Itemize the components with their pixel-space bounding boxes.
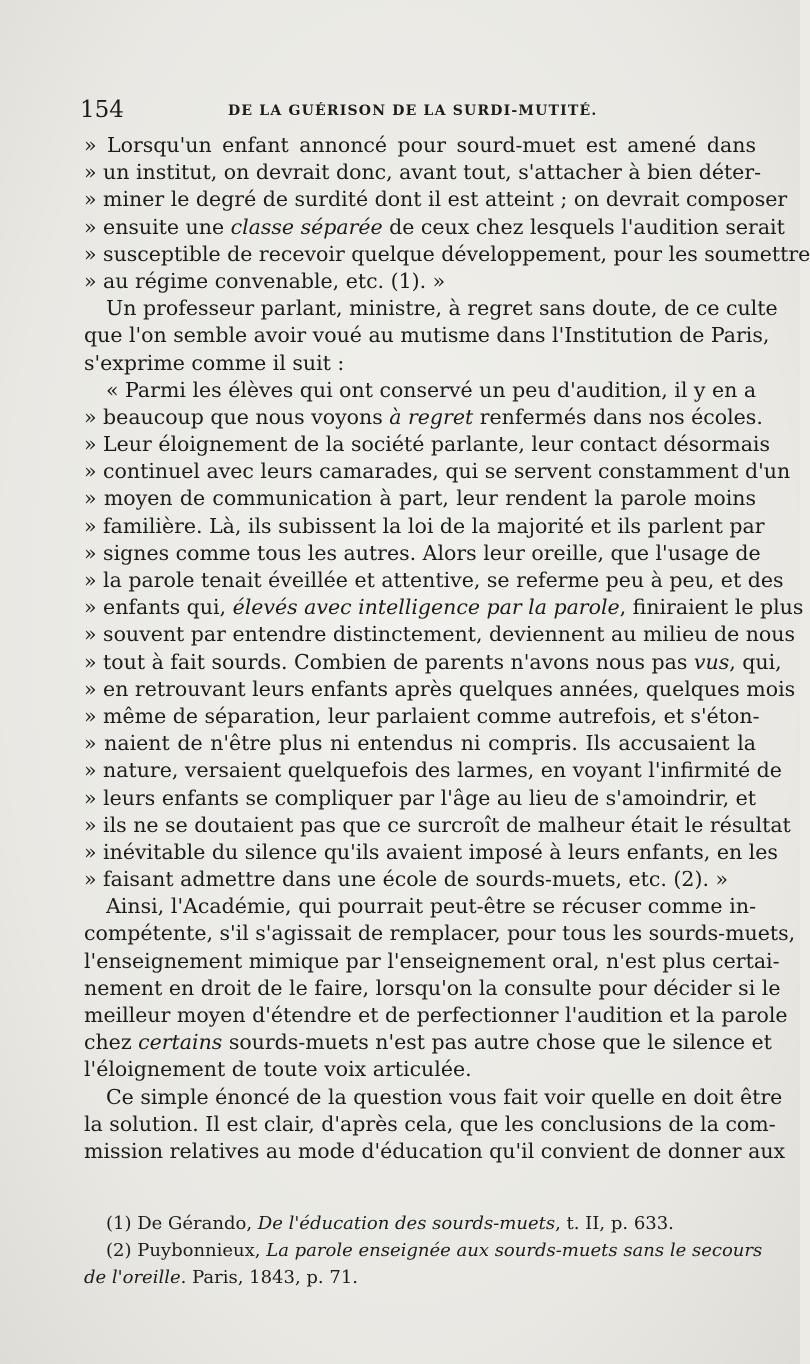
footnotes-line (84, 1264, 756, 1291)
body_lines-line (84, 567, 784, 594)
body_lines-line (84, 241, 810, 268)
text-run: » miner le degré de surdité dont il est atteint ; on devrait composer (84, 187, 788, 212)
text-run: meilleur moyen d'étendre et de perfectionner l'audition et la parole (84, 1003, 788, 1027)
text-run: » nature, versaient quelquefois des larmes, en voyant l'infirmité de (84, 758, 782, 783)
text-run: que l'on semble avoir voué au mutisme dans l'Institution de Paris, (84, 323, 770, 348)
text-run: » Lorsqu'un enfant annoncé pour sourd-muet est amené dans (84, 133, 756, 157)
text-run: » continuel avec leurs camarades, qui se servent constamment d'un (84, 459, 791, 484)
text-run: » même de séparation, leur parlaient comme autrefois, et s'éton- (84, 703, 760, 728)
body_lines-line (84, 268, 756, 295)
italic-text: de l'oreille (84, 1267, 181, 1288)
text-run: » beaucoup que nous voyons (84, 404, 390, 429)
text-run: Un professeur parlant, ministre, à regret sans doute, de ce culte (106, 296, 778, 321)
text-run: s'exprime comme il suit : (84, 350, 345, 375)
body_lines-line (84, 214, 785, 241)
text-run: » Leur éloignement de la société parlante, leur contact désormais (84, 432, 770, 457)
text-run: » signes comme tous les autres. Alors leur oreille, que l'usage de (84, 540, 761, 565)
text-run: » ensuite une (84, 214, 231, 239)
italic-text: vus (693, 649, 730, 674)
text-run: mission relatives au mode d'éducation qu'il convient de donner aux (84, 1138, 786, 1163)
body_lines-line (84, 377, 756, 404)
italic-text: classe séparée (230, 214, 383, 239)
body_lines-line (84, 159, 762, 186)
body_lines-line (84, 649, 782, 676)
body_lines-line (84, 458, 791, 485)
body_lines-line (84, 1138, 786, 1165)
body_lines-line (84, 350, 756, 377)
text-run: » souvent par entendre distinctement, deviennent au milieu de nous (84, 622, 795, 647)
body_lines-line (84, 920, 796, 947)
italic-text: élevés avec intelligence par la parole (232, 595, 620, 620)
body_lines-line (84, 948, 780, 975)
body_lines-line (84, 322, 770, 349)
text-run: » un institut, on devrait donc, avant tout, s'attacher à bien déter- (84, 160, 762, 185)
text-run: » enfants qui, (84, 595, 233, 620)
text-run: » faisant admettre dans une école de sourds-muets, etc. (2). » (84, 867, 729, 892)
body_lines-line (84, 1111, 776, 1138)
body_lines-line (84, 132, 756, 159)
text-run: . Paris, 1843, p. 71. (180, 1267, 358, 1288)
text-run: » inévitable du silence qu'ils avaient imposé à leurs enfants, en les (84, 839, 778, 864)
text-run: , t. II, p. 633. (555, 1213, 674, 1234)
text-run: sourds-muets n'est pas autre chose que le silence et (222, 1030, 772, 1055)
text-run: (1) De Gérando, (106, 1213, 258, 1234)
text-run: » leurs enfants se compliquer par l'âge au lieu de s'amoindrir, et (84, 785, 756, 810)
text-run: l'enseignement mimique par l'enseignement oral, n'est plus certai- (84, 948, 780, 973)
body_lines-line (84, 839, 778, 866)
text-run: » tout à fait sourds. Combien de parents n'avons nous pas (84, 649, 694, 674)
text-run: » susceptible de recevoir quelque développement, pour les soumettre (84, 241, 810, 266)
text-run: » naient de n'être plus ni entendus ni compris. Ils accusaient la (84, 731, 756, 756)
text-run: de ceux chez lesquels l'audition serait (382, 214, 785, 239)
body_lines-line (84, 1002, 788, 1029)
body_lines-line (84, 703, 760, 730)
body_lines-line (84, 1029, 772, 1056)
body_lines-line (84, 404, 763, 431)
text-run: « Parmi les élèves qui ont conservé un peu d'audition, il y en a (106, 377, 757, 402)
text-run: renfermés dans nos écoles. (473, 404, 763, 429)
text-run: , finiraient le plus (619, 595, 804, 620)
text-run: Ce simple énoncé de la question vous fait voir quelle en doit être (106, 1084, 783, 1109)
body_lines-line (84, 431, 770, 458)
text-run: » la parole tenait éveillée et attentive, se referme peu à peu, et des (84, 568, 784, 592)
text-run: nement en droit de le faire, lorsqu'on la consulte pour décider si le (84, 975, 781, 1000)
footnotes-line (84, 1237, 763, 1264)
text-run: l'éloignement de toute voix articulée. (84, 1057, 472, 1082)
footnotes (84, 1210, 763, 1291)
body_lines-line (84, 540, 761, 567)
body_lines-line (84, 1056, 756, 1083)
body_lines-line (84, 513, 765, 540)
body_lines-line (84, 730, 756, 757)
text-run: la solution. Il est clair, d'après cela, que les conclusions de la com- (84, 1111, 776, 1136)
body_lines-line (84, 295, 778, 322)
body_lines-line (84, 785, 756, 812)
body_lines-line (84, 893, 756, 920)
text-run: (2) Puybonnieux, (106, 1240, 267, 1261)
text-run: , qui, (729, 649, 782, 674)
page-number: 154 (80, 97, 124, 123)
text-run: Ainsi, l'Académie, qui pourrait peut-être se récuser comme in- (106, 894, 756, 919)
body_lines-line (84, 621, 795, 648)
italic-text: La parole enseignée aux sourds-muets sans le secours (266, 1240, 763, 1261)
body-text (84, 132, 810, 1165)
italic-text: à regret (389, 404, 474, 429)
body_lines-line (84, 485, 756, 512)
text-run: » au régime convenable, etc. (1). » (84, 268, 446, 293)
running-title: DE LA GUÉRISON DE LA SURDI-MUTITÉ. (228, 103, 598, 119)
body_lines-line (84, 1084, 783, 1111)
body_lines-line (84, 186, 788, 213)
body_lines-line (84, 757, 782, 784)
text-run: chez (84, 1030, 139, 1055)
text-run: » familière. Là, ils subissent la loi de la majorité et ils parlent par (84, 513, 765, 538)
italic-text: De l'éducation des sourds-muets (257, 1213, 556, 1234)
text-run: » en retrouvant leurs enfants après quelques années, quelques mois (84, 676, 796, 701)
body_lines-line (84, 594, 804, 621)
body_lines-line (84, 866, 756, 893)
italic-text: certains (138, 1030, 223, 1055)
text-run: » ils ne se doutaient pas que ce surcroît de malheur était le résultat (84, 812, 791, 837)
body_lines-line (84, 812, 791, 839)
page-header (80, 97, 770, 127)
text-run: compétente, s'il s'agissait de remplacer, pour tous les sourds-muets, (84, 921, 796, 946)
body_lines-line (84, 975, 781, 1002)
body_lines-line (84, 676, 796, 703)
text-run: » moyen de communication à part, leur rendent la parole moins (84, 486, 756, 511)
footnotes-line (84, 1210, 756, 1237)
